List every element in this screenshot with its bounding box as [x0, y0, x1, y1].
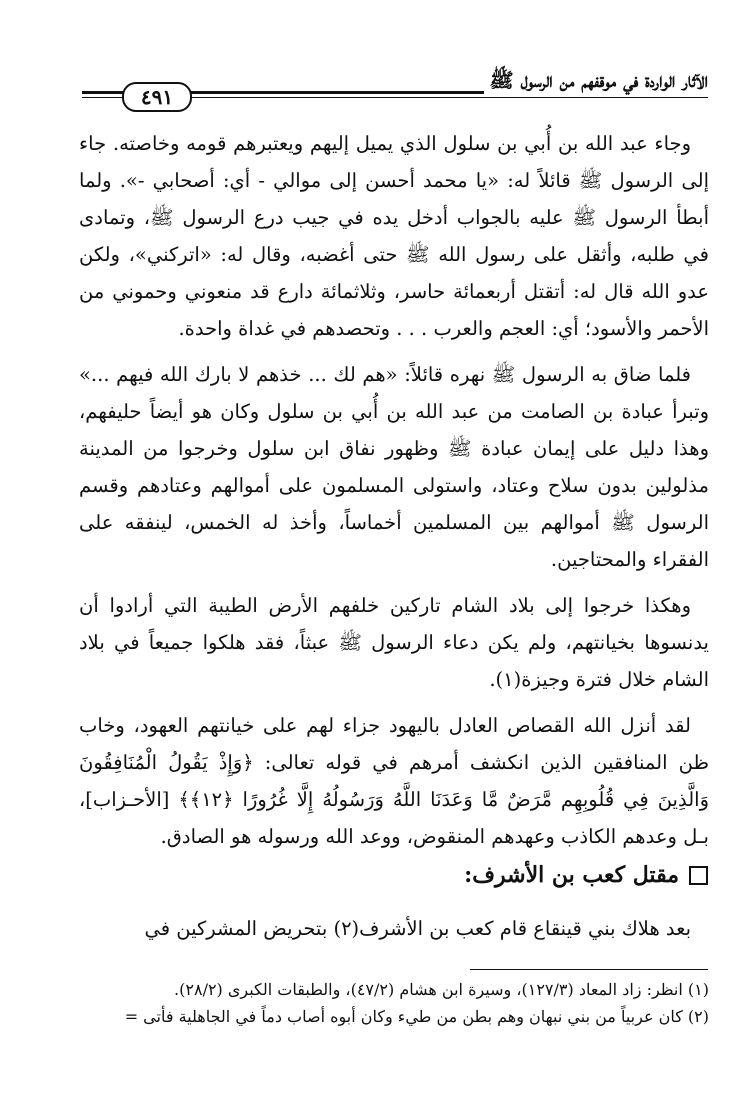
paragraph-1: وجاء عبد الله بن أُبي بن سلول الذي يميل إليهم ويعتبرهم قومه وخاصته. جاء إلى الرسول ﷺ قائلاً له: «يا محمد أحسن إلى موالي - أي: أصحابي -». ولما أبطأ الرسول ﷺ عليه بالجواب أدخل يده في جيب درع الرسول ﷺ، وتمادى في طلبه، وأثقل على رسول الله ﷺ حتى أغضبه، وقال له: «اتركني»، ولكن عدو الله قال له: أتقتل أربعمائة حاسر، وثلاثمائة دارع قد منعوني وحموني من الأحمر والأسود؛ أي: العجم والعرب . . . وتحصدهم في غداة واحدة.: [79, 132, 709, 340]
footnotes: [79, 976, 709, 1030]
page-number: ٤٩١: [122, 82, 192, 112]
section-heading: [464, 862, 708, 888]
square-bullet-icon: [689, 866, 708, 885]
paragraph-2: فلما ضاق به الرسول ﷺ نهره قائلاً: «هم لك ... خذهم لا بارك الله فيهم ...» وتبرأ عبادة بن الصامت من عبد الله بن أُبي بن سلول وكان هو أيضاً حليفهم، وهذا دليل على إيمان عبادة ﷺ وظهور نفاق ابن سلول وخرجوا من المدينة مذلولين بدون سلاح وعتاد، واستولى المسلمون على أموالهم وعتادهم وقسم الرسول ﷺ أموالهم بين المسلمين أخماساً، وأخذ له الخمس، لينفقه على الفقراء والمحتاجين.: [79, 363, 709, 571]
footnote-1: (١) انظر: زاد المعاد (١٢٧/٣)، وسيرة ابن هشام (٤٧/٢)، والطبقات الكبرى (٢٨/٢).: [174, 980, 709, 999]
footnote-rule: [470, 969, 708, 970]
page-header: [82, 68, 708, 108]
paragraph-4: لقد أنزل الله القصاص العادل باليهود جزاء لهم على خيانتهم العهود، وخاب ظن المنافقين الذين انكشف أمرهم في قوله تعالى: ﴿وَإِذْ يَقُولُ الْمُنَافِقُونَ وَالَّذِينَ فِي قُلُوبِهِم مَّرَضٌ مَّا وَعَدَنَا اللَّهُ وَرَسُولُهُ إِلَّا غُرُورًا ﴿١٢﴾﴾ [الأحـزاب]، بـل وعدهم الكاذب وعهدهم المنقوض، ووعد الله ورسوله هو الصادق.: [79, 714, 709, 848]
section-heading-text: مقتل كعب بن الأشرف:: [464, 862, 679, 888]
paragraph-5: بعد هلاك بني قينقاع قام كعب بن الأشرف(٢) بتحريض المشركين في: [144, 917, 691, 940]
paragraph-3: وهكذا خرجوا إلى بلاد الشام تاركين خلفهم الأرض الطيبة التي أرادوا أن يدنسوها بخيانتهم، ولم يكن دعاء الرسول ﷺ عبثاً، فقد هلكوا جميعاً في بلاد الشام خلال فترة وجيزة(١).: [79, 594, 709, 691]
body-text: [79, 125, 709, 864]
footnote-2: (٢) كان عربياً من بني نبهان وهم بطن من طيء وكان أبوه أصاب دماً في الجاهلية فأتى =: [124, 1007, 709, 1026]
running-head: الآثار الواردة في موقفهم من الرسول ﷺ: [484, 68, 708, 97]
